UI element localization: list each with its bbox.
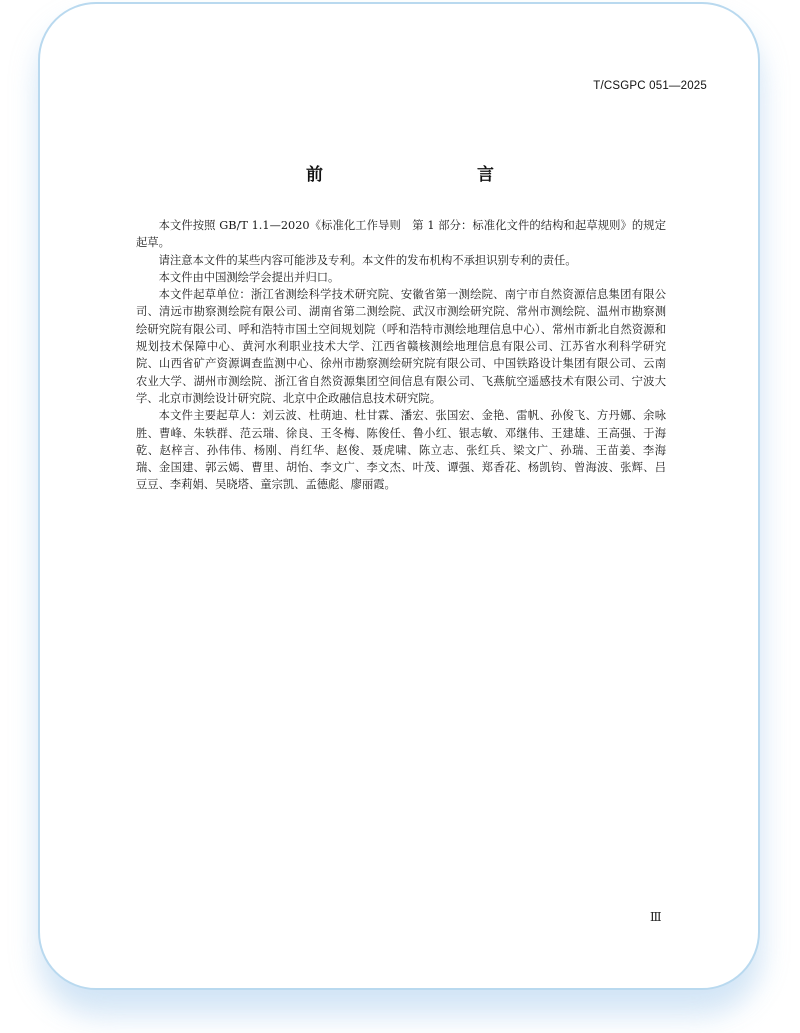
paragraph-main-drafters: 本文件主要起草人：刘云波、杜萌迪、杜甘霖、潘宏、张国宏、金艳、雷帆、孙俊飞、方丹娜、余咏胜、曹峰、朱轶群、范云瑞、徐良、王冬梅、陈俊任、鲁小红、银志敏、邓继伟、王建雄、王高强、于海乾、赵梓言、孙伟伟、杨刚、肖红华、赵俊、聂虎啸、陈立志、张红兵、梁文广、孙瑞、王苗姜、李海瑞、金国建、郭云嫣、曹里、胡怡、李文广、李文杰、叶茂、谭强、郑香花、杨凯钧、曾海波、张辉、吕豆豆、李莉娟、吴晓塔、童宗凯、孟德彪、廖丽霞。 <box>136 409 666 492</box>
standard-code: T/CSGPC 051—2025 <box>593 80 707 92</box>
page-number: Ⅲ <box>650 910 662 924</box>
paragraph-proposer: 本文件由中国测绘学会提出并归口。 <box>158 270 340 284</box>
paragraph-patent-notice: 请注意本文件的某些内容可能涉及专利。本文件的发布机构不承担识别专利的责任。 <box>158 253 577 267</box>
document-page <box>38 2 760 990</box>
page-title: 前 言 <box>306 165 534 185</box>
foreword-body <box>136 217 666 494</box>
paragraph-drafting-rules: 本文件按照 GB/T 1.1—2020《标准化工作导则 第 1 部分：标准化文件的结构和起草规则》的规定起草。 <box>136 219 666 250</box>
paragraph-drafting-units: 本文件起草单位：浙江省测绘科学技术研究院、安徽省第一测绘院、南宁市自然资源信息集团有限公司、清远市勘察测绘院有限公司、湖南省第二测绘院、武汉市测绘研究院、常州市测绘院、温州市勘察测绘研究院有限公司、呼和浩特市国土空间规划院（呼和浩特市测绘地理信息中心）、常州市新北自然资源和规划技术保障中心、黄河水利职业技术大学、江西省赣核测绘地理信息有限公司、江苏省水利科学研究院、山西省矿产资源调查监测中心、徐州市勘察测绘研究院有限公司、中国铁路设计集团有限公司、云南农业大学、湖州市测绘院、浙江省自然资源集团空间信息有限公司、飞燕航空遥感技术有限公司、宁波大学、北京市测绘设计研究院、北京中企政融信息技术研究院。 <box>136 288 666 405</box>
